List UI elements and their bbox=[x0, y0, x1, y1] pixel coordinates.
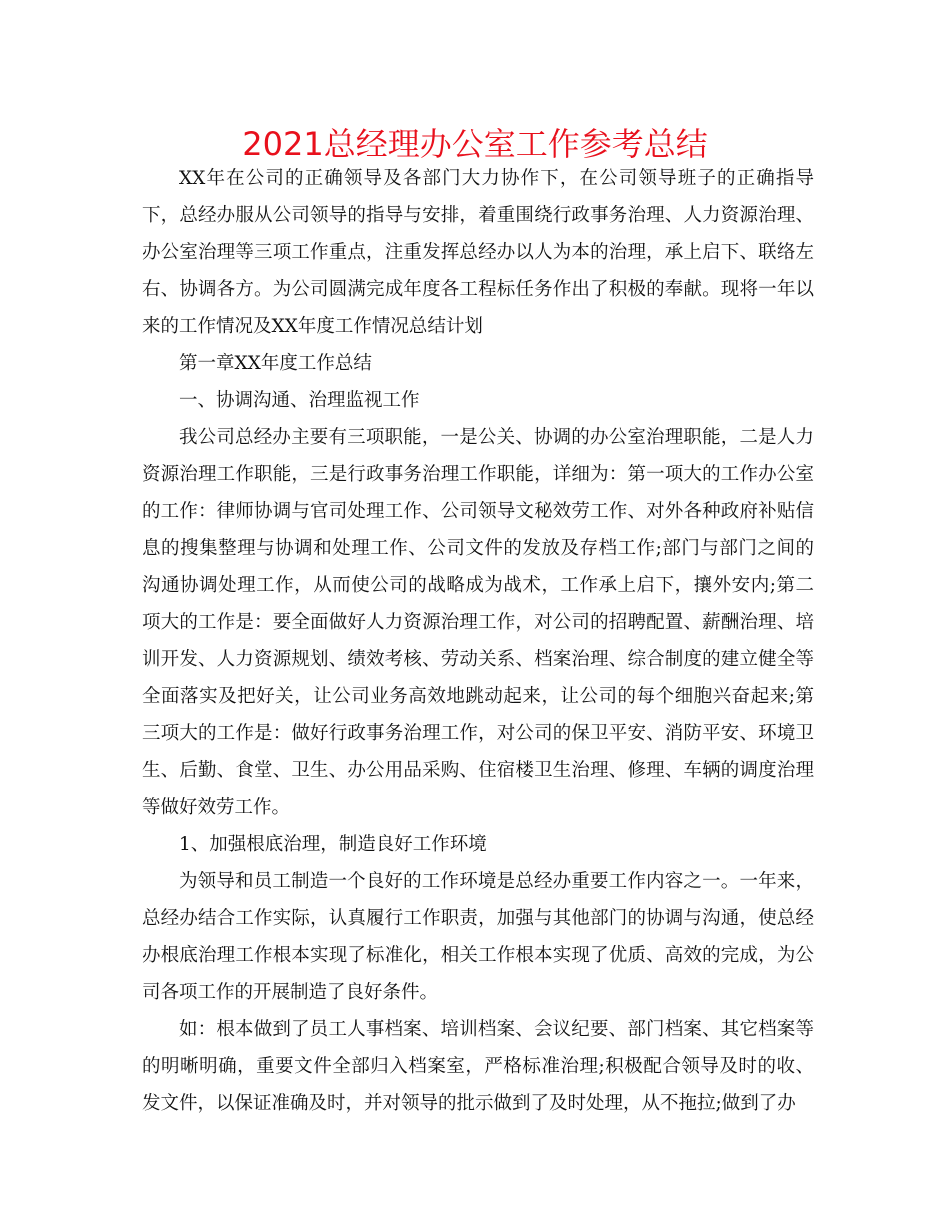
document-title: 2021总经理办公室工作参考总结 bbox=[242, 125, 708, 163]
paragraph-functions: 我公司总经办主要有三项职能，一是公关、协调的办公室治理职能，二是人力资源治理工作职能，三是行政事务治理工作职能，详细为：第一项大的工作办公室的工作：律师协调与官司处理工作、公司领导文秘效劳工作、对外各种政府补贴信息的搜集整理与协调和处理工作、公司文件的发放及存档工作;部门与部门之间的沟通协调处理工作，从而使公司的战略成为战术，工作承上启下，攘外安内;第二项大的工作是：要全面做好人力资源治理工作，对公司的招聘配置、薪酬治理、培训开发、人力资源规划、绩效考核、劳动关系、档案治理、综合制度的建立健全等全面落实及把好关，让公司业务高效地跳动起来，让公司的每个细胞兴奋起来;第三项大的工作是：做好行政事务治理工作，对公司的保卫平安、消防平安、环境卫生、后勤、食堂、卫生、办公用品采购、住宿楼卫生治理、修理、车辆的调度治理等做好效劳工作。 bbox=[142, 427, 814, 818]
paragraph-environment: 为领导和员工制造一个良好的工作环境是总经办重要工作内容之一。一年来，总经办结合工作实际，认真履行工作职责，加强与其他部门的协调与沟通，使总经办根底治理工作根本实现了标准化，相关工作根本实现了优质、高效的完成，为公司各项工作的开展制造了良好条件。 bbox=[142, 871, 814, 1003]
paragraph-intro: XX年在公司的正确领导及各部门大力协作下，在公司领导班子的正确指导下，总经办服从公司领导的指导与安排，着重围绕行政事务治理、人力资源治理、办公室治理等三项工作重点，注重发挥总经办以人为本的治理，承上启下、联络左右、协调各方。为公司圆满完成年度各工程标任务作出了积极的奉献。现将一年以来的工作情况及XX年度工作情况总结计划 bbox=[142, 168, 814, 337]
document-body bbox=[142, 160, 814, 1122]
subsection-heading-1: 1、加强根底治理，制造良好工作环境 bbox=[179, 834, 487, 855]
chapter-heading: 第一章XX年度工作总结 bbox=[179, 353, 372, 374]
section-heading-1: 一、协调沟通、治理监视工作 bbox=[179, 390, 420, 411]
paragraph-examples: 如：根本做到了员工人事档案、培训档案、会议纪要、部门档案、其它档案等的明晰明确，重要文件全部归入档案室，严格标准治理;积极配合领导及时的收、发文件，以保证准确及时，并对领导的批示做到了及时处理，从不拖拉;做到了办 bbox=[142, 1019, 814, 1114]
